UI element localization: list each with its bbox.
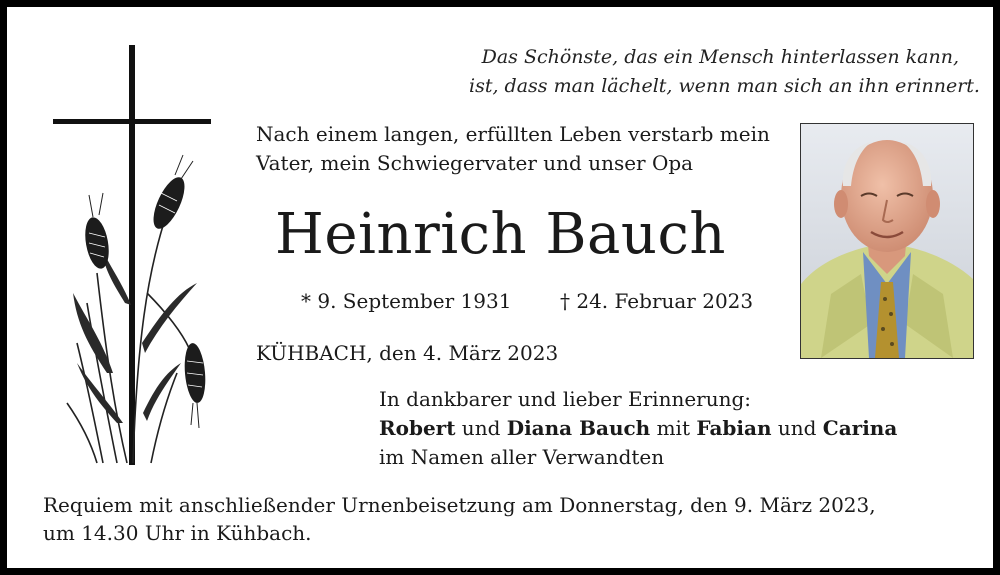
mourner-connector: und — [455, 416, 507, 440]
requiem-line-2: um 14.30 Uhr in Kühbach. — [43, 521, 312, 545]
mourner-name: Diana Bauch — [506, 416, 651, 440]
mourners-line-3: im Namen aller Verwandten — [379, 445, 665, 469]
mourners-line-1: In dankbarer und lieber Erinnerung: — [379, 387, 752, 411]
intro-text — [256, 120, 776, 178]
requiem-info — [43, 491, 943, 547]
death-date: † 24. Februar 2023 — [560, 289, 754, 313]
memorial-quote — [469, 43, 980, 101]
birth-date: * 9. September 1931 — [301, 289, 512, 313]
intro-line-2: Vater, mein Schwiegervater und unser Opa — [256, 151, 694, 175]
mourners-line-2 — [379, 414, 939, 443]
quote-line-2: ist, dass man lächelt, wenn man sich an ihn erinnert. — [469, 75, 980, 97]
deceased-name: Heinrich Bauch — [275, 202, 726, 267]
portrait-photo — [800, 123, 974, 359]
quote-line-1: Das Schönste, das ein Mensch hinterlassen kann, — [481, 46, 959, 68]
place-and-date: KÜHBACH, den 4. März 2023 — [256, 341, 559, 365]
mourner-name: Robert — [379, 416, 456, 440]
mourner-name: Carina — [822, 416, 898, 440]
cross-with-wheat-icon — [47, 43, 227, 468]
mourners-block — [379, 385, 939, 472]
mourner-connector: mit — [650, 416, 697, 440]
requiem-line-1: Requiem mit anschließender Urnenbeisetzung am Donnerstag, den 9. März 2023, — [43, 493, 876, 517]
mourner-connector: und — [771, 416, 823, 440]
mourner-name: Fabian — [696, 416, 772, 440]
intro-line-1: Nach einem langen, erfüllten Leben verstarb mein — [256, 122, 770, 146]
